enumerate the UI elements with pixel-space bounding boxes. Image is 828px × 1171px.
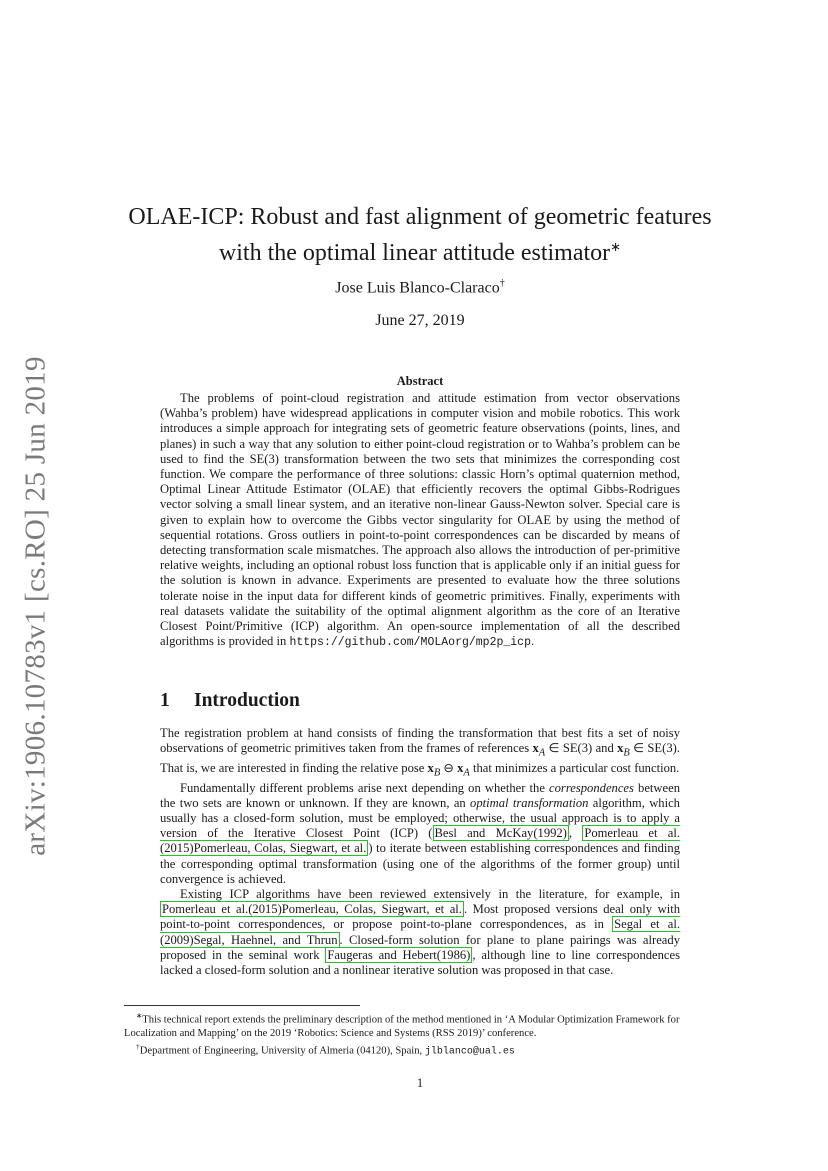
- page-number: 1: [416, 1076, 424, 1090]
- abstract-heading: Abstract: [396, 374, 444, 388]
- section-title: Introduction: [194, 690, 300, 711]
- arxiv-stamp-text: arXiv:1906.10783v1 [cs.RO] 25 Jun 2019: [19, 356, 52, 856]
- section-number: 1: [160, 690, 170, 711]
- footnotes: [124, 1009, 704, 1059]
- citation-link[interactable]: Segal et al.(2009)Segal, Haehnel, and Thrun: [160, 917, 680, 947]
- footnote-2: †Department of Engineering, University of Almeria (04120), Spain, jlblanco@ual.es: [136, 1041, 515, 1058]
- paragraph-1: The registration problem at hand consists of finding the transformation that best fits a set of noisy observations of geometric primitives taken from the frames of references $x_A$ ∈ SE(3) and $x_B$ ∈ SE(3). That is, we are interested in finding the relative pose $x_B$ ⊖ $x_A$ that minimizes a particular cost function.: [160, 726, 680, 779]
- paragraph-2: Fundamentally different problems arise next depending on whether the correspondences between the two sets are known or unknown. If they are known, an optimal transformation algorithm, which usually has a closed-form solution, must be employed; otherwise, the usual approach is to apply a version of the Iterative Closest Point (ICP) ( Besl and McKay(1992) , Pomerleau et al.(2015)Pomerleau, Colas, Siegwart, et al. ) to iterate between establishing correspondences and finding the corresponding optimal transformation (using one of the algorithms of the former group) until convergence is achieved.: [160, 780, 681, 886]
- arxiv-stamp: [16, 356, 56, 856]
- paragraph-3: Existing ICP algorithms have been reviewed extensively in the literature, for example, in Pomerleau et al.(2015)Pomerleau, Colas, Siegwart, et al. . Most proposed versions deal only with point-to-point correspondences, or propose point-to-plane correspondences, as in Segal et al.(2009)Segal, Haehnel, and Thrun . Closed-form solution for plane to plane pairings was already proposed in the seminal work Faugeras and Hebert(1986) , although line to line correspondences lacked a closed-form solution and a nonlinear iterative solution was proposed in that case.: [160, 887, 681, 978]
- section-heading: [160, 690, 300, 712]
- footnote-divider: [124, 1005, 360, 1006]
- introduction-body: [160, 726, 680, 978]
- citation-link[interactable]: Pomerleau et al.(2015)Pomerleau, Colas, Siegwart, et al.: [162, 902, 462, 917]
- paper-title: [110, 202, 730, 268]
- abstract-body: The problems of point-cloud registration and attitude estimation from vector observations (Wahba’s problem) have widespread applications in computer vision and mobile robotics. This work introduces a simple approach for integrating sets of geometric feature observations (points, lines, and planes) in such a way that any solution to either point-cloud registration or to Wahba’s problem can be used to find the SE(3) transformation between the two sets that minimizes the corresponding cost function. We compare the performance of three solutions: classic Horn’s optimal quaternion method, Optimal Linear Attitude Estimator (OLAE) that efficiently recovers the optimal Gibbs-Rodrigues vector solving a small linear system, and an iterative non-linear Gauss-Newton solver. Special care is given to explain how to overcome the Gibbs vector singularity for OLAE by using the method of sequential rotations. Gross outliers in point-to-point correspondences can be discarded by means of detecting transformation scale mismatches. The approach also allows the introduction of per-primitive relative weights, including an optional robust loss function that is applicable only if an initial guess for the solution is known in advance. Experiments are presented to evaluate how the three solutions tolerate noise in the input data for different kinds of geometric primitives. Finally, experiments with real datasets validate the suitability of the optimal alignment algorithm as the core of an Iterative Closest Point/Primitive (ICP) algorithm. An open-source implementation of all the described algorithms is provided in https://github.com/MOLAorg/mp2p_icp.: [160, 391, 680, 650]
- author-name: Jose Luis Blanco-Claraco: [335, 279, 500, 297]
- abstract-url[interactable]: https://github.com/MOLAorg/mp2p_icp: [289, 636, 531, 650]
- title-footnote-mark: ∗: [610, 239, 622, 254]
- citation-link[interactable]: Besl and McKay(1992): [434, 826, 567, 841]
- title-line-1: OLAE-ICP: Robust and fast alignment of geometric features: [128, 204, 712, 230]
- abstract-text: The problems of point-cloud registration and attitude estimation from vector observations (Wahba’s problem) have widespread applications in computer vision and mobile robotics. This work introduces a simple approach for integrating sets of geometric feature observations (points, lines, and planes) in such a way that any solution to either point-cloud registration or to Wahba’s problem can be used to find the SE(3) transformation between the two sets that minimizes the corresponding cost function. We compare the performance of three solutions: classic Horn’s optimal quaternion method, Optimal Linear Attitude Estimator (OLAE) that efficiently recovers the optimal Gibbs-Rodrigues vector solving a small linear system, and an iterative non-linear Gauss-Newton solver. Special care is given to explain how to overcome the Gibbs vector singularity for OLAE by using the method of sequential rotations. Gross outliers in point-to-point correspondences can be discarded by means of detecting transformation scale mismatches. The approach also allows the introduction of per-primitive relative weights, including an optional robust loss function that is applicable only if an initial guess for the solution is known in advance. Experiments are presented to evaluate how the three solutions tolerate noise in the input data for different kinds of geometric primitives. Finally, experiments with real datasets validate the suitability of the optimal alignment algorithm as the core of an Iterative Closest Point/Primitive (ICP) algorithm. An open-source implementation of all the described algorithms is provided in: [160, 391, 680, 649]
- citation-link[interactable]: Faugeras and Hebert(1986): [327, 947, 471, 962]
- author: [110, 278, 730, 297]
- publication-date: June 27, 2019: [375, 312, 465, 329]
- author-footnote-mark: †: [499, 278, 505, 289]
- citation-link[interactable]: Pomerleau et al.(2015)Pomerleau, Colas, Siegwart, et al.: [160, 826, 681, 856]
- footnote-email[interactable]: jlblanco@ual.es: [424, 1046, 515, 1058]
- title-line-2: with the optimal linear attitude estimator∗: [218, 239, 622, 266]
- footnote-1: ∗This technical report extends the preliminary description of the method mentioned in ‘A Modular Optimization Framework for Localization and Mapping’ on the 2019 ‘Robotics: Science and Systems (RSS 2019)’ conference.: [124, 1011, 680, 1039]
